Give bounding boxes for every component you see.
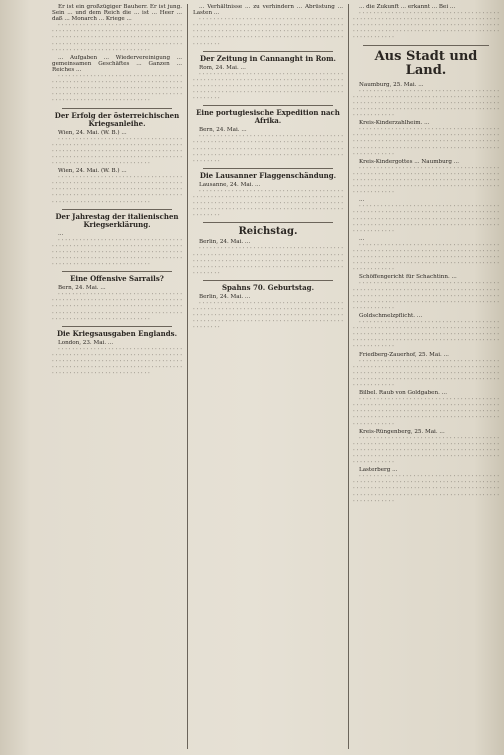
body-text: · · · · · · · · · · · · · · · · · · · · · · · · · · · · · · · · · · · · · · · · · · · · · · · · · · · · · · · · · · · · · · · · · · · · · · · · · · · · · · · · · · · · · · · · · · · · · · · · · · · · · · · · · · · · · · · · · · · · · · · · · · · · · · · · · · · · · · · · · · · · · · · · · · · · · · · · · · · · · · · · · · · · · · · · · · · · · · xyxy=(52,175,182,206)
article-paragraph: Bern, 24. Mai. ... xyxy=(199,127,247,134)
body-text: · · · · · · · · · · · · · · · · · · · · · · · · · · · · · · · · · · · · · · · · · · · · · · · · · · · · · · · · · · · · · · · · · · · · · · · · · · · · · · · · · · · · · · · · · · · · · · · · · · · · · · · · · · · · · · · · · · · · · · · · · · · · · · · · · · · · · · · · · · · · · · · · · · · · · · · · · · · · · · · · · · · · · · · · · · · · · · xyxy=(353,11,499,42)
body-text: · · · · · · · · · · · · · · · · · · · · · · · · · · · · · · · · · · · · · · · · · · · · · · · · · · · · · · · · · · · · · · · · · · · · · · · · · · · · · · · · · · · · · · · · · · · · · · · · · · · · · · · · · · · · · · · · · · · · · · · · · · · · · · · · · · · · · · · · · · · · · · · · · · · · · · · · · · · · · · · · · · · · · · · · · · · · · · xyxy=(52,237,182,269)
article-heading: Eine Offensive Sarrails? xyxy=(70,274,164,284)
article-paragraph: ... die Zukunft ... erkannt ... Bei ... xyxy=(359,4,456,10)
article-paragraph: Lausanne, 24. Mai. ... xyxy=(199,181,261,188)
rule xyxy=(363,45,489,46)
article-paragraph: Lasterberg ... xyxy=(359,467,398,474)
article-paragraph: Kreis-Kinderzahlheim. ... xyxy=(359,120,430,127)
body-text: · · · · · · · · · · · · · · · · · · · · · · · · · · · · · · · · · · · · · · · · · · · · · · · · · · · · · · · · · · · · · · · · · · · · · · · · · · · · · · · · · · · · · · · · · · · · · · · · · · · · · · · · · · · · · · · · · · · · · · · · · · · · · · · · · · · · · · · · · · · · · · · · · · · · · · · · · · · · · · · · · · · · · · · · · · · · · · xyxy=(193,246,343,277)
rule xyxy=(203,222,333,223)
article-heading: Eine portugiesische Expedition nach Afrika. xyxy=(196,108,340,126)
rule xyxy=(62,271,172,272)
article-paragraph: Wien, 24. Mai. (W. B.) ... xyxy=(58,168,127,175)
article-paragraph: ... Aufgaben ... Wiedervereinigung ... gemeinsamen Geschäftes ... Ganzen ... Reiches ... xyxy=(52,54,182,73)
article-paragraph: ... Verhältnisse ... zu verhindern ... Abrüstung ... Lasten ... xyxy=(193,4,343,17)
body-text: · · · · · · · · · · · · · · · · · · · · · · · · · · · · · · · · · · · · · · · · · · · · · · · · · · · · · · · · · · · · · · · · · · · · · · · · · · · · · · · · · · · · · · · · · · · · · · · · · · · · · · · · · · · · · · · · · · · · · · · · · · · · · · · · · · · · · · · · · · · · · · · · · · · · · · · · · · · · · · · · · · · · · · · · · · · · · · xyxy=(353,88,499,120)
article-heading: Der Zeitung in Cannanght in Rom. xyxy=(200,53,336,63)
article-paragraph: Naumburg, 25. Mai. ... xyxy=(359,81,424,88)
article-paragraph: ... xyxy=(359,235,365,242)
body-text: · · · · · · · · · · · · · · · · · · · · · · · · · · · · · · · · · · · · · · · · · · · · · · · · · · · · · · · · · · · · · · · · · · · · · · · · · · · · · · · · · · · · · · · · · · · · · · · · · · · · · · · · · · · · · · · · · · · · · · · · · · · · · · · · · · · · · · · · · · · · · · · · · · · · · · · · · · · · · · · · · · · · · · · · · · · · · · xyxy=(353,320,499,351)
body-text: · · · · · · · · · · · · · · · · · · · · · · · · · · · · · · · · · · · · · · · · · · · · · · · · · · · · · · · · · · · · · · · · · · · · · · · · · · · · · · · · · · · · · · · · · · · · · · · · · · · · · · · · · · · · · · · · · · · · · · · · · · · · · · · · · · · · · · · · · · · · · · · · · · · · · · · · · · · · · · · · · · · · · · · · · · · · · · xyxy=(353,474,499,505)
body-text: · · · · · · · · · · · · · · · · · · · · · · · · · · · · · · · · · · · · · · · · · · · · · · · · · · · · · · · · · · · · · · · · · · · · · · · · · · · · · · · · · · · · · · · · · · · · · · · · · · · · · · · · · · · · · · · · · · · · · · · · · · · · · · · · · · · · · · · · · · · · · · · · · · · · · · · · · · · · · · · · · · · · · · · · · · · · · · xyxy=(52,346,182,378)
article-paragraph: Bilbel. Raub von Goldgaben. ... xyxy=(359,390,447,397)
body-text: · · · · · · · · · · · · · · · · · · · · · · · · · · · · · · · · · · · · · · · · · · · · · · · · · · · · · · · · · · · · · · · · · · · · · · · · · · · · · · · · · · · · · · · · · · · · · · · · · · · · · · · · · · · · · · · · · · · · · · · · · · · · · · · · · · · · · · · · · · · · · · · · · · · · · · · · · · · · · · · · · · · · · · · · · · · · · · xyxy=(193,188,343,220)
article-paragraph: Bern, 24. Mai. ... xyxy=(58,285,106,292)
body-text: · · · · · · · · · · · · · · · · · · · · · · · · · · · · · · · · · · · · · · · · · · · · · · · · · · · · · · · · · · · · · · · · · · · · · · · · · · · · · · · · · · · · · · · · · · · · · · · · · · · · · · · · · · · · · · · · · · · · · · · · · · · · · · · · · · · · · · · · · · · · · · · · · · · · · · · · · · · · · · · · · · · · · · · · · · · · · · xyxy=(353,165,499,197)
body-text: · · · · · · · · · · · · · · · · · · · · · · · · · · · · · · · · · · · · · · · · · · · · · · · · · · · · · · · · · · · · · · · · · · · · · · · · · · · · · · · · · · · · · · · · · · · · · · · · · · · · · · · · · · · · · · · · · · · · · · · · · · · · · · · · · · · · · · · · · · · · · · · · · · · · · · · · · · · · · · · · · · · · · · · · · · · · · · xyxy=(353,127,499,158)
column-middle xyxy=(193,4,343,749)
article-heading: Der Erfolg der österreichischen Kriegsanleihe. xyxy=(54,110,180,128)
article-heading: Die Kriegsausgaben Englands. xyxy=(56,328,178,338)
rule xyxy=(203,51,333,52)
rule xyxy=(62,108,172,109)
article-paragraph: ... xyxy=(58,230,64,237)
body-text: · · · · · · · · · · · · · · · · · · · · · · · · · · · · · · · · · · · · · · · · · · · · · · · · · · · · · · · · · · · · · · · · · · · · · · · · · · · · · · · · · · · · · · · · · · · · · · · · · · · · · · · · · · · · · · · · · · · · · · · · · · · · · · · · · · · · · · · · · · · · · · · · · · · · · · · · · · · · · · · · · · · · · · · · · · · · · · xyxy=(52,23,182,54)
column-right xyxy=(353,4,499,749)
article-paragraph: Berlin, 24. Mai. ... xyxy=(199,293,251,300)
body-text: · · · · · · · · · · · · · · · · · · · · · · · · · · · · · · · · · · · · · · · · · · · · · · · · · · · · · · · · · · · · · · · · · · · · · · · · · · · · · · · · · · · · · · · · · · · · · · · · · · · · · · · · · · · · · · · · · · · · · · · · · · · · · · · · · · · · · · · · · · · · · · · · · · · · · · · · · · · · · · · · · · · · · · · · · · · · · · xyxy=(353,435,499,467)
article-paragraph: Kreis-Rüngenberg, 25. Mai. ... xyxy=(359,428,445,435)
article-paragraph: London, 23. Mai. ... xyxy=(58,339,114,346)
rule xyxy=(62,209,172,210)
article-paragraph: Rom, 24. Mai. ... xyxy=(199,64,246,71)
rule xyxy=(203,168,333,169)
body-text: · · · · · · · · · · · · · · · · · · · · · · · · · · · · · · · · · · · · · · · · · · · · · · · · · · · · · · · · · · · · · · · · · · · · · · · · · · · · · · · · · · · · · · · · · · · · · · · · · · · · · · · · · · · · · · · · · · · · · · · · · · · · · · · · · · · · · · · · · · · · · · · · · · · · · · · · · · · · · · · · · · · · · · · · · · · · · · xyxy=(52,74,182,105)
body-text: · · · · · · · · · · · · · · · · · · · · · · · · · · · · · · · · · · · · · · · · · · · · · · · · · · · · · · · · · · · · · · · · · · · · · · · · · · · · · · · · · · · · · · · · · · · · · · · · · · · · · · · · · · · · · · · · · · · · · · · · · · · · · · · · · · · · · · · · · · · · · · · · · · · · · · · · · · · · · · · · · · · · · · · · · · · · · · xyxy=(52,136,182,167)
article-heading: Der Jahrestag der italienischen Kriegserklärung. xyxy=(55,211,179,229)
body-text: · · · · · · · · · · · · · · · · · · · · · · · · · · · · · · · · · · · · · · · · · · · · · · · · · · · · · · · · · · · · · · · · · · · · · · · · · · · · · · · · · · · · · · · · · · · · · · · · · · · · · · · · · · · · · · · · · · · · · · · · · · · · · · · · · · · · · · · · · · · · · · · · · · · · · · · · · · · · · · · · · · · · · · · · · · · · · · xyxy=(193,301,343,332)
article-paragraph: Berlin, 24. Mai. ... xyxy=(199,239,251,246)
article-paragraph: Goldschmelzpflicht. ... xyxy=(359,312,423,319)
body-text: · · · · · · · · · · · · · · · · · · · · · · · · · · · · · · · · · · · · · · · · · · · · · · · · · · · · · · · · · · · · · · · · · · · · · · · · · · · · · · · · · · · · · · · · · · · · · · · · · · · · · · · · · · · · · · · · · · · · · · · · · · · · · · · · · · · · · · · · · · · · · · · · · · · · · · · · · · · · · · · · · · · · · · · · · · · · · · xyxy=(353,358,499,389)
rule xyxy=(203,105,333,106)
column-left xyxy=(52,4,182,749)
article-paragraph: Er ist ein großzügiger Bauherr. Er ist jung. Sein ... und dem Reich die ... ist ... Heer ... daß ... Monarch ... Kriege ... xyxy=(52,4,182,23)
article-paragraph: Wien, 24. Mai. (W. B.) ... xyxy=(58,129,127,136)
article-paragraph: ... xyxy=(359,197,365,204)
article-paragraph: Schöffengericht für Schachtinn. ... xyxy=(359,274,457,281)
rule xyxy=(203,280,333,281)
body-text: · · · · · · · · · · · · · · · · · · · · · · · · · · · · · · · · · · · · · · · · · · · · · · · · · · · · · · · · · · · · · · · · · · · · · · · · · · · · · · · · · · · · · · · · · · · · · · · · · · · · · · · · · · · · · · · · · · · · · · · · · · · · · · · · · · · · · · · · · · · · · · · · · · · · · · · · · · · · · · · · · · · · · · · · · · · · · · xyxy=(52,292,182,323)
column-divider xyxy=(348,4,349,749)
article-heading: Die Lausanner Flaggenschändung. xyxy=(199,170,337,180)
column-divider xyxy=(187,4,188,749)
article-heading: Spahns 70. Geburtstag. xyxy=(221,282,315,292)
section-heading: Aus Stadt und Land. xyxy=(374,48,478,78)
body-text: · · · · · · · · · · · · · · · · · · · · · · · · · · · · · · · · · · · · · · · · · · · · · · · · · · · · · · · · · · · · · · · · · · · · · · · · · · · · · · · · · · · · · · · · · · · · · · · · · · · · · · · · · · · · · · · · · · · · · · · · · · · · · · · · · · · · · · · · · · · · · · · · · · · · · · · · · · · · · · · · · · · · · · · · · · · · · · xyxy=(353,397,499,428)
body-text: · · · · · · · · · · · · · · · · · · · · · · · · · · · · · · · · · · · · · · · · · · · · · · · · · · · · · · · · · · · · · · · · · · · · · · · · · · · · · · · · · · · · · · · · · · · · · · · · · · · · · · · · · · · · · · · · · · · · · · · · · · · · · · · · · · · · · · · · · · · · · · · · · · · · · · · · · · · · · · · · · · · · · · · · · · · · · · xyxy=(193,17,343,48)
body-text: · · · · · · · · · · · · · · · · · · · · · · · · · · · · · · · · · · · · · · · · · · · · · · · · · · · · · · · · · · · · · · · · · · · · · · · · · · · · · · · · · · · · · · · · · · · · · · · · · · · · · · · · · · · · · · · · · · · · · · · · · · · · · · · · · · · · · · · · · · · · · · · · · · · · · · · · · · · · · · · · · · · · · · · · · · · · · · xyxy=(193,134,343,165)
article-paragraph: Kreis-Kindergottes ... Naumburg ... xyxy=(359,158,460,165)
rule xyxy=(62,326,172,327)
article-paragraph: Friedberg-Zauerhof, 25. Mai. ... xyxy=(359,351,449,358)
body-text: · · · · · · · · · · · · · · · · · · · · · · · · · · · · · · · · · · · · · · · · · · · · · · · · · · · · · · · · · · · · · · · · · · · · · · · · · · · · · · · · · · · · · · · · · · · · · · · · · · · · · · · · · · · · · · · · · · · · · · · · · · · · · · · · · · · · · · · · · · · · · · · · · · · · · · · · · · · · · · · · · · · · · · · · · · · · · · xyxy=(353,242,499,274)
section-heading: Reichstag. xyxy=(238,226,298,238)
body-text: · · · · · · · · · · · · · · · · · · · · · · · · · · · · · · · · · · · · · · · · · · · · · · · · · · · · · · · · · · · · · · · · · · · · · · · · · · · · · · · · · · · · · · · · · · · · · · · · · · · · · · · · · · · · · · · · · · · · · · · · · · · · · · · · · · · · · · · · · · · · · · · · · · · · · · · · · · · · · · · · · · · · · · · · · · · · · · xyxy=(353,281,499,312)
body-text: · · · · · · · · · · · · · · · · · · · · · · · · · · · · · · · · · · · · · · · · · · · · · · · · · · · · · · · · · · · · · · · · · · · · · · · · · · · · · · · · · · · · · · · · · · · · · · · · · · · · · · · · · · · · · · · · · · · · · · · · · · · · · · · · · · · · · · · · · · · · · · · · · · · · · · · · · · · · · · · · · · · · · · · · · · · · · · xyxy=(353,204,499,235)
body-text: · · · · · · · · · · · · · · · · · · · · · · · · · · · · · · · · · · · · · · · · · · · · · · · · · · · · · · · · · · · · · · · · · · · · · · · · · · · · · · · · · · · · · · · · · · · · · · · · · · · · · · · · · · · · · · · · · · · · · · · · · · · · · · · · · · · · · · · · · · · · · · · · · · · · · · · · · · · · · · · · · · · · · · · · · · · · · · xyxy=(193,71,343,103)
